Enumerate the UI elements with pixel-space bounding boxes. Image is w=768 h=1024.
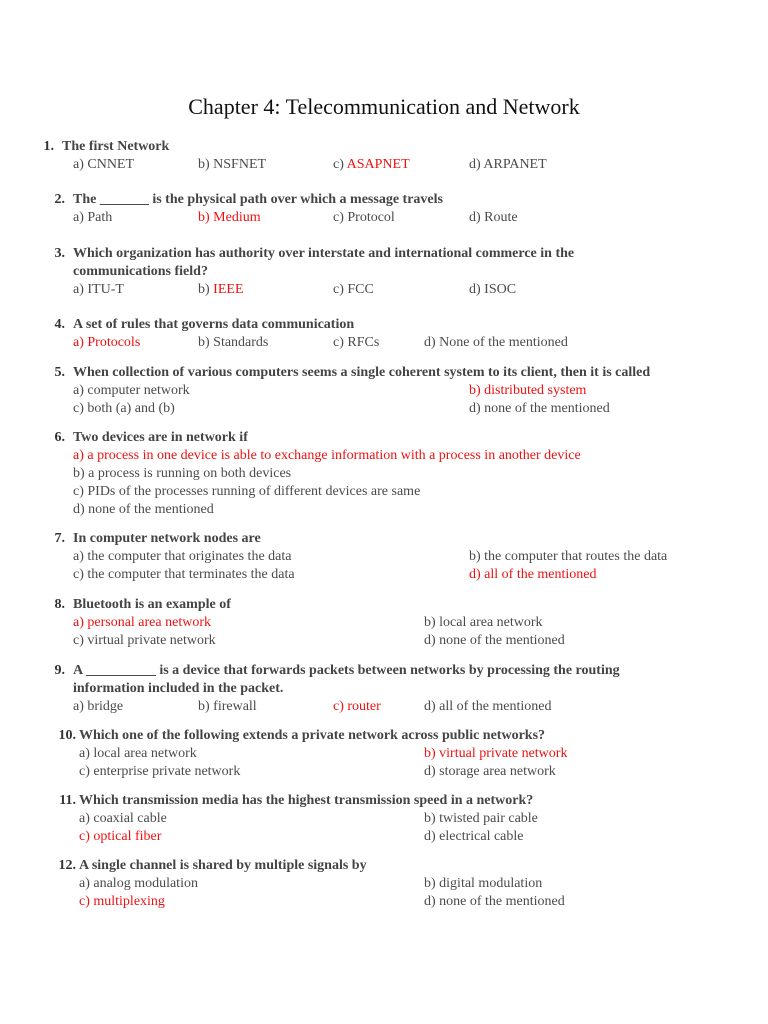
- question-text: A set of rules that governs data communication: [73, 317, 355, 332]
- option-prefix: b): [198, 282, 214, 297]
- option-d: d) none of the mentioned: [73, 502, 214, 517]
- question-3: [48, 245, 748, 299]
- question-4: [48, 316, 748, 352]
- option-d: d) all of the mentioned: [469, 567, 597, 582]
- question-8: [48, 596, 748, 650]
- question-number: 12.: [58, 858, 76, 873]
- question-text: The first Network: [62, 139, 170, 154]
- option-d: d) none of the mentioned: [424, 894, 565, 909]
- question-number: 2.: [54, 192, 65, 207]
- option-b: b) twisted pair cable: [424, 811, 538, 826]
- question-text: Which transmission media has the highest transmission speed in a network?: [79, 793, 534, 808]
- option-d: d) none of the mentioned: [424, 633, 565, 648]
- question-12: [48, 857, 748, 911]
- correct-answer: IEEE: [213, 282, 244, 297]
- option-c: [333, 156, 410, 174]
- option-a: a) CNNET: [73, 157, 135, 172]
- option-a: a) coaxial cable: [79, 811, 167, 826]
- option-b: b) Standards: [198, 335, 269, 350]
- option-prefix: c): [333, 157, 347, 172]
- option-c: c) the computer that terminates the data: [73, 567, 295, 582]
- question-number: 8.: [54, 597, 65, 612]
- question-number: 6.: [54, 430, 65, 445]
- option-b: b) digital modulation: [424, 876, 543, 891]
- option-a: a) bridge: [73, 699, 124, 714]
- question-number: 7.: [54, 531, 65, 546]
- question-text: When collection of various computers seems a single coherent system to its client, then it is called: [73, 365, 651, 380]
- question-11: [48, 792, 748, 846]
- question-number: 11.: [59, 793, 76, 808]
- option-c: c) Protocol: [333, 210, 395, 225]
- question-text-line-2: communications field?: [73, 264, 208, 279]
- option-b: b) distributed system: [469, 383, 587, 398]
- option-d: d) storage area network: [424, 764, 556, 779]
- option-a: a) ITU-T: [73, 282, 124, 297]
- page-title: Chapter 4: Telecommunication and Network: [188, 94, 580, 119]
- question-number: 4.: [54, 317, 65, 332]
- option-a: a) analog modulation: [79, 876, 198, 891]
- option-a: a) computer network: [73, 383, 190, 398]
- option-b: b) virtual private network: [424, 746, 568, 761]
- option-c: c) multiplexing: [79, 894, 165, 909]
- option-d: d) electrical cable: [424, 829, 524, 844]
- option-d: d) none of the mentioned: [469, 401, 610, 416]
- option-b: b) NSFNET: [198, 157, 267, 172]
- option-c: c) optical fiber: [79, 829, 162, 844]
- correct-answer: ASAPNET: [346, 157, 410, 172]
- option-c: c) virtual private network: [73, 633, 216, 648]
- question-text-line-1: A __________ is a device that forwards packets between networks by processing the routing: [73, 663, 620, 678]
- option-a: a) Protocols: [73, 335, 141, 350]
- option-c: c) RFCs: [333, 335, 380, 350]
- question-number: 9.: [54, 663, 65, 678]
- question-number: 10.: [58, 728, 76, 743]
- question-number: 1.: [43, 139, 54, 154]
- option-c: c) FCC: [333, 282, 374, 297]
- question-1: [38, 138, 738, 174]
- option-a: a) a process in one device is able to exchange information with a process in another device: [73, 448, 581, 463]
- question-6: [48, 429, 748, 519]
- question-2: [48, 191, 748, 227]
- question-text: Which one of the following extends a private network across public networks?: [79, 728, 546, 743]
- option-b: [198, 281, 244, 299]
- option-a: a) local area network: [79, 746, 197, 761]
- option-a: a) Path: [73, 210, 113, 225]
- question-text: The _______ is the physical path over which a message travels: [73, 192, 443, 207]
- question-number: 3.: [54, 246, 65, 261]
- option-a: a) the computer that originates the data: [73, 549, 292, 564]
- option-a: a) personal area network: [73, 615, 211, 630]
- question-text: In computer network nodes are: [73, 531, 261, 546]
- option-c: c) both (a) and (b): [73, 401, 175, 416]
- option-d: d) Route: [469, 210, 518, 225]
- option-b: b) the computer that routes the data: [469, 549, 668, 564]
- question-text: Bluetooth is an example of: [73, 597, 231, 612]
- question-text: Two devices are in network if: [73, 430, 248, 445]
- question-text: A single channel is shared by multiple signals by: [79, 858, 367, 873]
- question-10: [48, 727, 748, 781]
- option-c: c) enterprise private network: [79, 764, 241, 779]
- option-d: d) ARPANET: [469, 157, 547, 172]
- question-number: 5.: [54, 365, 65, 380]
- question-5: [48, 364, 758, 418]
- option-d: d) all of the mentioned: [424, 699, 552, 714]
- option-b: b) firewall: [198, 699, 257, 714]
- option-d: d) ISOC: [469, 282, 517, 297]
- question-9: [48, 662, 748, 716]
- option-c: c) router: [333, 699, 381, 714]
- question-text-line-1: Which organization has authority over interstate and international commerce in the: [73, 246, 575, 261]
- option-b: b) a process is running on both devices: [73, 466, 292, 481]
- option-b: b) Medium: [198, 210, 261, 225]
- option-d: d) None of the mentioned: [424, 335, 568, 350]
- option-c: c) PIDs of the processes running of different devices are same: [73, 484, 421, 499]
- question-text-line-2: information included in the packet.: [73, 681, 284, 696]
- question-7: [48, 530, 748, 584]
- option-b: b) local area network: [424, 615, 543, 630]
